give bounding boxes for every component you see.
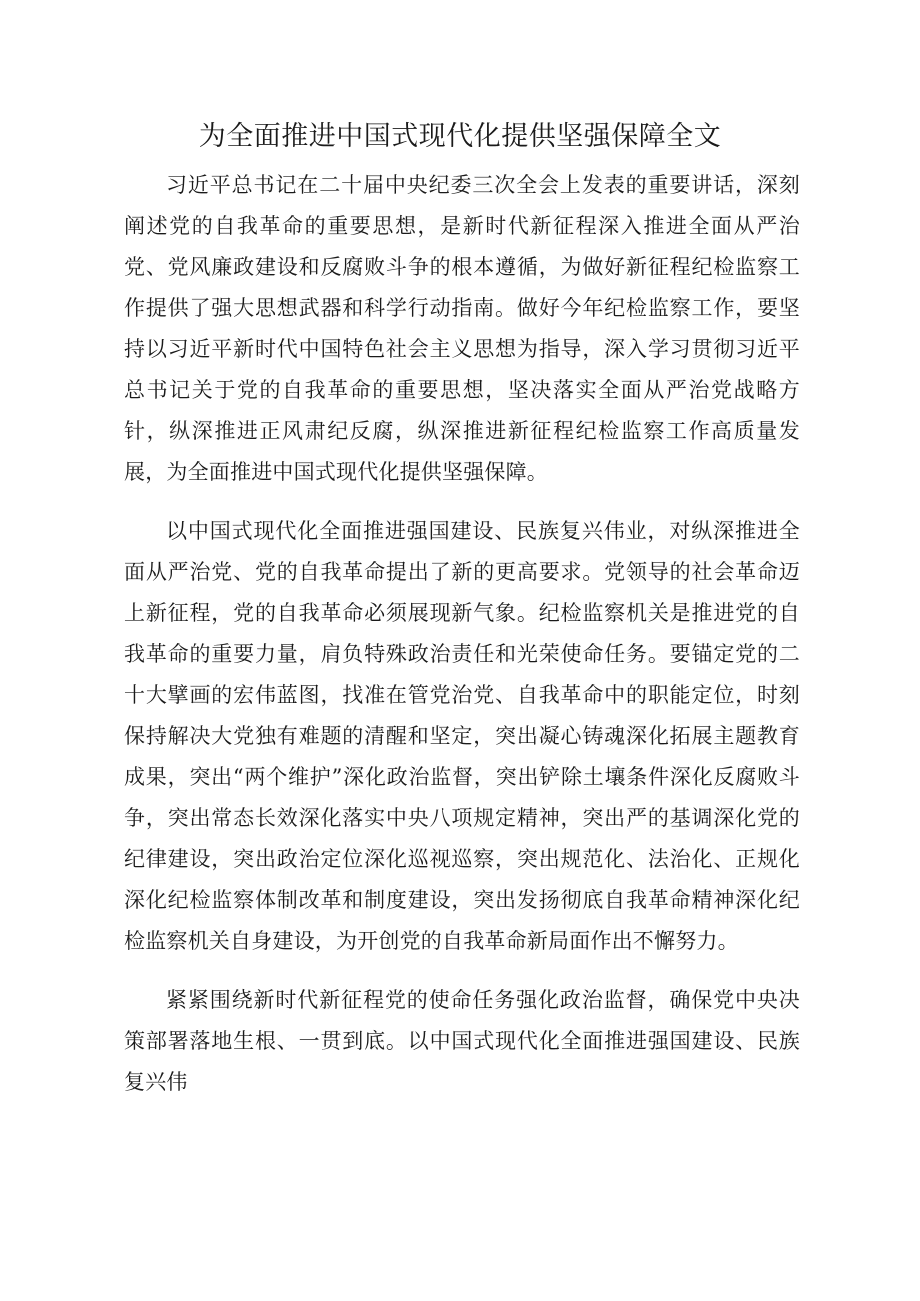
paragraph-3: 紧紧围绕新时代新征程党的使命任务强化政治监督，确保党中央决策部署落地生根、一贯到底。以中国式现代化全面推进强国建设、民族复兴伟 [124,988,800,1094]
paragraph-1: 习近平总书记在二十届中央纪委三次全会上发表的重要讲话，深刻阐述党的自我革命的重要思想，是新时代新征程深入推进全面从严治党、党风廉政建设和反腐败斗争的根本遵循，为做好新征程纪检监察工作提供了强大思想武器和科学行动指南。做好今年纪检监察工作，要坚持以习近平新时代中国特色社会主义思想为指导，深入学习贯彻习近平总书记关于党的自我革命的重要思想，坚决落实全面从严治党战略方针，纵深推进正风肃纪反腐，纵深推进新征程纪检监察工作高质量发展，为全面推进中国式现代化提供坚强保障。 [124,173,800,484]
document-body [124,165,800,1121]
paragraph-2: 以中国式现代化全面推进强国建设、民族复兴伟业，对纵深推进全面从严治党、党的自我革命提出了新的更高要求。党领导的社会革命迈上新征程，党的自我革命必须展现新气象。纪检监察机关是推进党的自我革命的重要力量，肩负特殊政治责任和光荣使命任务。要锚定党的二十大擘画的宏伟蓝图，找准在管党治党、自我革命中的职能定位，时刻保持解决大党独有难题的清醒和坚定，突出凝心铸魂深化拓展主题教育成果，突出“两个维护”深化政治监督，突出铲除土壤条件深化反腐败斗争，突出常态长效深化落实中央八项规定精神，突出严的基调深化党的纪律建设，突出政治定位深化巡视巡察，突出规范化、法治化、正规化深化纪检监察体制改革和制度建设，突出发扬彻底自我革命精神深化纪检监察机关自身建设，为开创党的自我革命新局面作出不懈努力。 [124,519,800,953]
document-title: 为全面推进中国式现代化提供坚强保障全文 [198,121,722,152]
